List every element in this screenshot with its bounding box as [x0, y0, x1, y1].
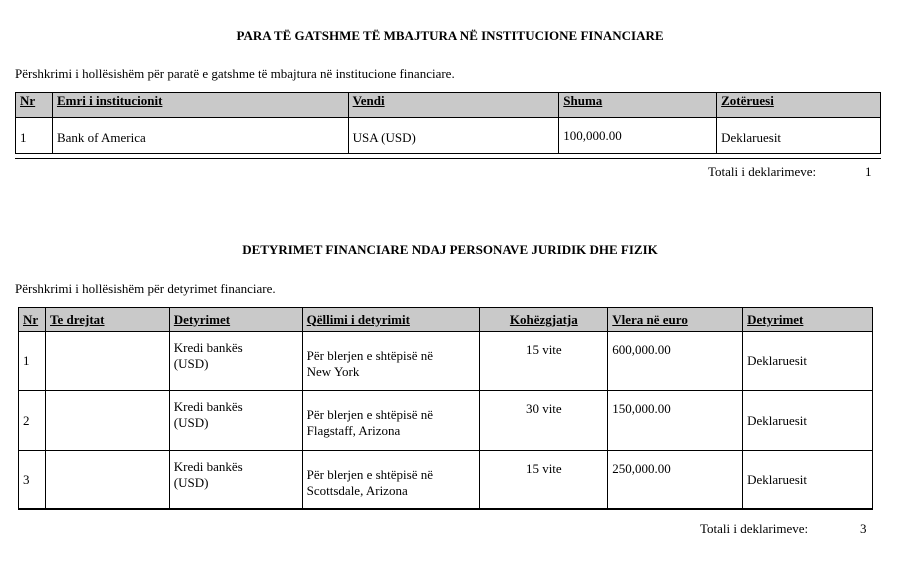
col-header-rights: Te drejtat	[45, 308, 169, 332]
cell-duration: 30 vite	[480, 391, 608, 451]
cell-purpose: Për blerjen e shtëpisë në Scottsdale, Arizona	[302, 451, 480, 510]
cell-owner: Deklaruesit	[717, 118, 881, 154]
cell-amount: 100,000.00	[559, 118, 717, 154]
col-header-purpose: Qëllimi i detyrimit	[302, 308, 480, 332]
col-header-owner: Zotëruesi	[717, 93, 881, 118]
col-header-nr: Nr	[16, 93, 53, 118]
col-header-institution: Emri i institucionit	[52, 93, 348, 118]
liabilities-table-header	[19, 308, 873, 332]
section-2-description: Përshkrimi i hollësishëm për detyrimet financiare.	[15, 281, 276, 296]
cell-value: 150,000.00	[608, 391, 743, 451]
cash-table-header	[16, 93, 881, 118]
table-row	[19, 391, 873, 451]
section-1-title: PARA TË GATSHME TË MBAJTURA NË INSTITUCIONE FINANCIARE	[236, 28, 664, 43]
cell-liability-type: Kredi bankës (USD)	[169, 332, 302, 391]
section-2-total-label: Totali i deklarimeve:	[700, 521, 809, 536]
cell-nr: 1	[19, 332, 46, 391]
cash-table	[15, 92, 881, 154]
col-header-duration: Kohëzgjatja	[480, 308, 608, 332]
col-header-country: Vendi	[348, 93, 559, 118]
col-header-amount: Shuma	[559, 93, 717, 118]
cell-nr: 3	[19, 451, 46, 510]
table-row	[16, 118, 881, 154]
table-bottom-rule	[18, 508, 873, 509]
col-header-liability-holder: Detyrimet	[743, 308, 873, 332]
cell-liability-type: Kredi bankës (USD)	[169, 451, 302, 510]
cell-purpose: Për blerjen e shtëpisë në New York	[302, 332, 480, 391]
liabilities-table	[18, 307, 873, 510]
cell-nr: 2	[19, 391, 46, 451]
cell-duration: 15 vite	[480, 451, 608, 510]
cell-liability-type: Kredi bankës (USD)	[169, 391, 302, 451]
col-header-value-eur: Vlera në euro	[608, 308, 743, 332]
col-header-liability-type: Detyrimet	[169, 308, 302, 332]
cell-holder: Deklaruesit	[743, 451, 873, 510]
table-bottom-rule	[15, 158, 881, 159]
cell-rights	[45, 391, 169, 451]
section-1-description: Përshkrimi i hollësishëm për paratë e gatshme të mbajtura në institucione financiare.	[15, 66, 455, 81]
table-row	[19, 451, 873, 510]
cell-nr: 1	[16, 118, 53, 154]
cell-country: USA (USD)	[348, 118, 559, 154]
cell-rights	[45, 451, 169, 510]
cell-duration: 15 vite	[480, 332, 608, 391]
section-2-title: DETYRIMET FINANCIARE NDAJ PERSONAVE JURIDIK DHE FIZIK	[242, 242, 658, 257]
cell-holder: Deklaruesit	[743, 332, 873, 391]
cell-purpose: Për blerjen e shtëpisë në Flagstaff, Arizona	[302, 391, 480, 451]
section-1-total-label: Totali i deklarimeve:	[708, 164, 817, 179]
section-1-total-value: 1	[865, 164, 872, 179]
col-header-nr: Nr	[19, 308, 46, 332]
cell-value: 250,000.00	[608, 451, 743, 510]
cell-institution: Bank of America	[52, 118, 348, 154]
section-2-total-value: 3	[860, 521, 867, 536]
table-row	[19, 332, 873, 391]
cell-holder: Deklaruesit	[743, 391, 873, 451]
cell-rights	[45, 332, 169, 391]
cell-value: 600,000.00	[608, 332, 743, 391]
